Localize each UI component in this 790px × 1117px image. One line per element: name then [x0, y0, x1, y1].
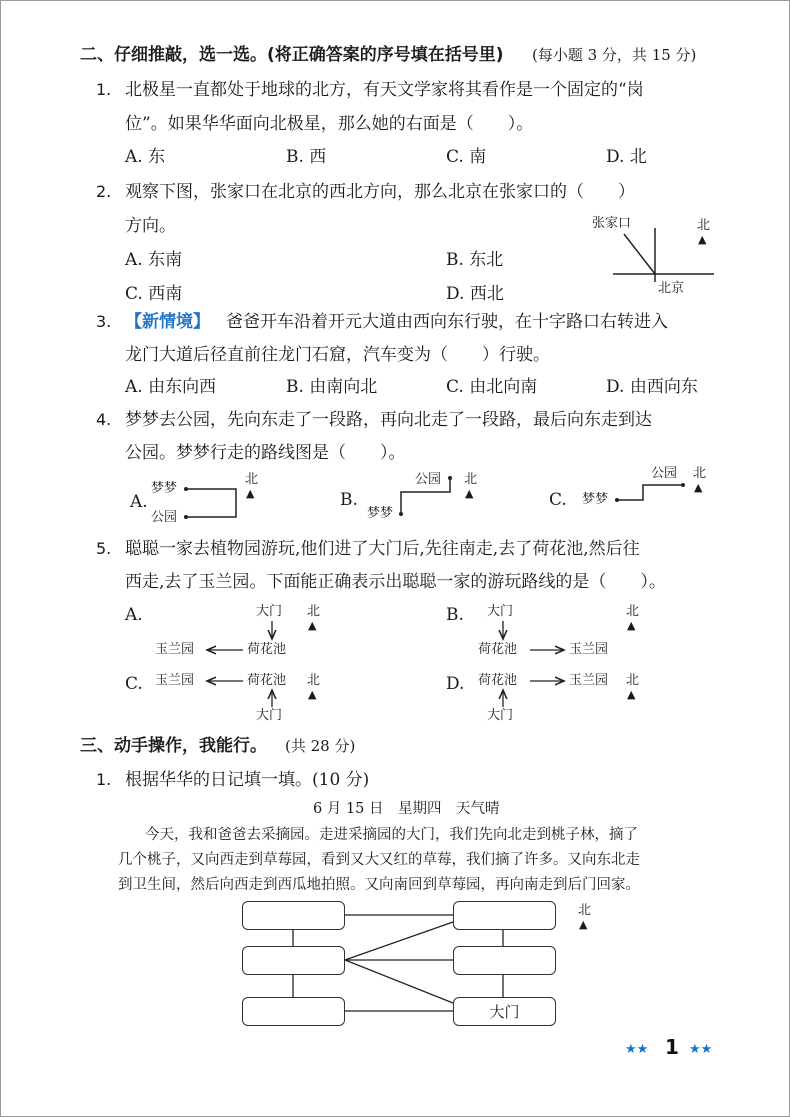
q5-b-north-arrow-icon: ▲	[627, 619, 636, 632]
q3-option-c: C. 由北向南	[446, 377, 538, 397]
garden-north-label: 北	[578, 903, 592, 918]
section2-points: (每小题 3 分，共 15 分)	[532, 46, 697, 64]
garden-box-top-left[interactable]	[242, 901, 345, 930]
q5-number: 5.	[96, 539, 112, 558]
q5-b-north: 北	[626, 604, 640, 619]
q2-line1: 观察下图，张家口在北京的西北方向，那么北京在张家口的（ ）	[125, 182, 635, 202]
q2-zhangjiakou-label: 张家口	[592, 216, 632, 231]
q4-number: 4.	[96, 410, 112, 429]
q4-c-park: 公园	[651, 466, 678, 481]
q4-c-north-arrow-icon: ▲	[694, 481, 703, 494]
q4-b-park: 公园	[415, 472, 442, 487]
q5-d-north: 北	[626, 673, 640, 688]
q5-b-lotus: 荷花池	[478, 642, 518, 657]
q2-north-label: 北	[697, 218, 711, 233]
q4-line1: 梦梦去公园，先向东走了一段路，再向北走了一段路，最后向东走到达	[125, 410, 652, 430]
page-number: 1	[665, 1035, 679, 1059]
q5-option-b-label: B.	[446, 605, 464, 625]
q2-option-c: C. 西南	[125, 284, 183, 304]
q4-b-mengmeng: 梦梦	[367, 506, 394, 521]
q2-beijing-label: 北京	[658, 281, 685, 296]
q5-option-a-label: A.	[125, 605, 143, 625]
q4-a-north: 北	[245, 472, 259, 487]
q3-line2: 龙门大道后径直前往龙门石窟，汽车变为（ ）行驶。	[125, 345, 550, 365]
q5-a-gate: 大门	[256, 604, 283, 619]
s3-q1-text: 根据华华的日记填一填。(10 分)	[125, 770, 370, 790]
q5-line2: 西走,去了玉兰园。下面能正确表示出聪聪一家的游玩路线的是（ ）。	[125, 572, 666, 592]
q4-option-a-label: A.	[130, 492, 148, 512]
garden-box-bottom-left[interactable]	[242, 997, 345, 1026]
q1-option-c: C. 南	[446, 147, 487, 167]
diary-line3: 到卫生间，然后向西走到西瓜地拍照。又向南回到草莓园，再向南走到后门回家。	[118, 877, 640, 893]
q5-b-magnolia: 玉兰园	[569, 642, 609, 657]
diary-line2: 几个桃子，又向西走到草莓园，看到又大又红的草莓，我们摘了许多。又向东北走	[118, 852, 640, 868]
q2-number: 2.	[96, 182, 112, 201]
garden-box-gate	[453, 997, 556, 1026]
q1-line2: 位”。如果华华面向北极星，那么她的右面是（ ）。	[125, 114, 534, 134]
q1-option-b: B. 西	[286, 147, 327, 167]
q5-a-north-arrow-icon: ▲	[308, 619, 317, 632]
section3-title: 三、动手操作，我能行。	[80, 736, 267, 756]
q4-option-c-label: C.	[549, 490, 567, 510]
q4-b-north: 北	[464, 472, 478, 487]
q5-a-magnolia: 玉兰园	[155, 642, 195, 657]
q2-line2: 方向。	[125, 216, 176, 236]
q4-a-mengmeng: 梦梦	[151, 481, 178, 496]
q4-c-north: 北	[693, 466, 707, 481]
q3-number: 3.	[96, 312, 112, 331]
footer-stars-left-icon: ★★	[625, 1042, 649, 1057]
q2-north-arrow-icon: ▲	[698, 233, 707, 246]
q3-line1: 爸爸开车沿着开元大道由西向东行驶，在十字路口右转进入	[226, 312, 668, 332]
diary-line1: 今天，我和爸爸去采摘园。走进采摘园的大门，我们先向北走到桃子林，摘了	[145, 827, 638, 843]
q2-option-d: D. 西北	[446, 284, 504, 304]
q3-tag: 【新情境】	[125, 312, 210, 332]
q4-b-north-arrow-icon: ▲	[465, 487, 474, 500]
footer-stars-right-icon: ★★	[689, 1042, 713, 1057]
s3-q1-number: 1.	[96, 770, 112, 789]
q1-option-d: D. 北	[606, 147, 647, 167]
q1-option-a: A. 东	[125, 147, 166, 167]
q3-option-a: A. 由东向西	[125, 377, 217, 397]
q4-a-north-arrow-icon: ▲	[246, 487, 255, 500]
q1-number: 1.	[96, 80, 112, 99]
diary-date: 6 月 15 日 星期四 天气晴	[313, 801, 500, 817]
q5-option-d-label: D.	[446, 674, 465, 694]
garden-gate-label: 大门	[489, 1003, 520, 1021]
q5-d-gate: 大门	[487, 708, 514, 723]
q1-line1: 北极星一直都处于地球的北方，有天文学家将其看作是一个固定的“岗	[125, 80, 644, 100]
q5-c-north: 北	[307, 673, 321, 688]
q5-d-lotus: 荷花池	[478, 673, 518, 688]
q4-c-mengmeng: 梦梦	[582, 492, 609, 507]
q5-c-magnolia: 玉兰园	[155, 673, 195, 688]
q3-option-d: D. 由西向东	[606, 377, 698, 397]
q4-a-park: 公园	[151, 510, 178, 525]
q5-d-magnolia: 玉兰园	[569, 673, 609, 688]
garden-north-arrow-icon: ▲	[579, 918, 588, 931]
q4-line2: 公园。梦梦行走的路线图是（ ）。	[125, 443, 406, 463]
q5-c-lotus: 荷花池	[247, 673, 287, 688]
q5-c-gate: 大门	[256, 708, 283, 723]
q2-option-a: A. 东南	[125, 250, 183, 270]
q4-option-b-label: B.	[340, 490, 358, 510]
q5-d-north-arrow-icon: ▲	[627, 688, 636, 701]
q5-b-gate: 大门	[487, 604, 514, 619]
garden-box-top-right[interactable]	[453, 901, 556, 930]
section2-title: 二、仔细推敲，选一选。(将正确答案的序号填在括号里)	[80, 45, 504, 65]
garden-box-mid-right[interactable]	[453, 946, 556, 975]
q3-option-b: B. 由南向北	[286, 377, 378, 397]
q5-option-c-label: C.	[125, 674, 143, 694]
q5-line1: 聪聪一家去植物园游玩,他们进了大门后,先往南走,去了荷花池,然后往	[125, 539, 640, 559]
q5-c-north-arrow-icon: ▲	[308, 688, 317, 701]
q5-a-north: 北	[307, 604, 321, 619]
section3-points: (共 28 分)	[285, 737, 356, 755]
q2-option-b: B. 东北	[446, 250, 504, 270]
garden-box-mid-left[interactable]	[242, 946, 345, 975]
q5-a-lotus: 荷花池	[247, 642, 287, 657]
